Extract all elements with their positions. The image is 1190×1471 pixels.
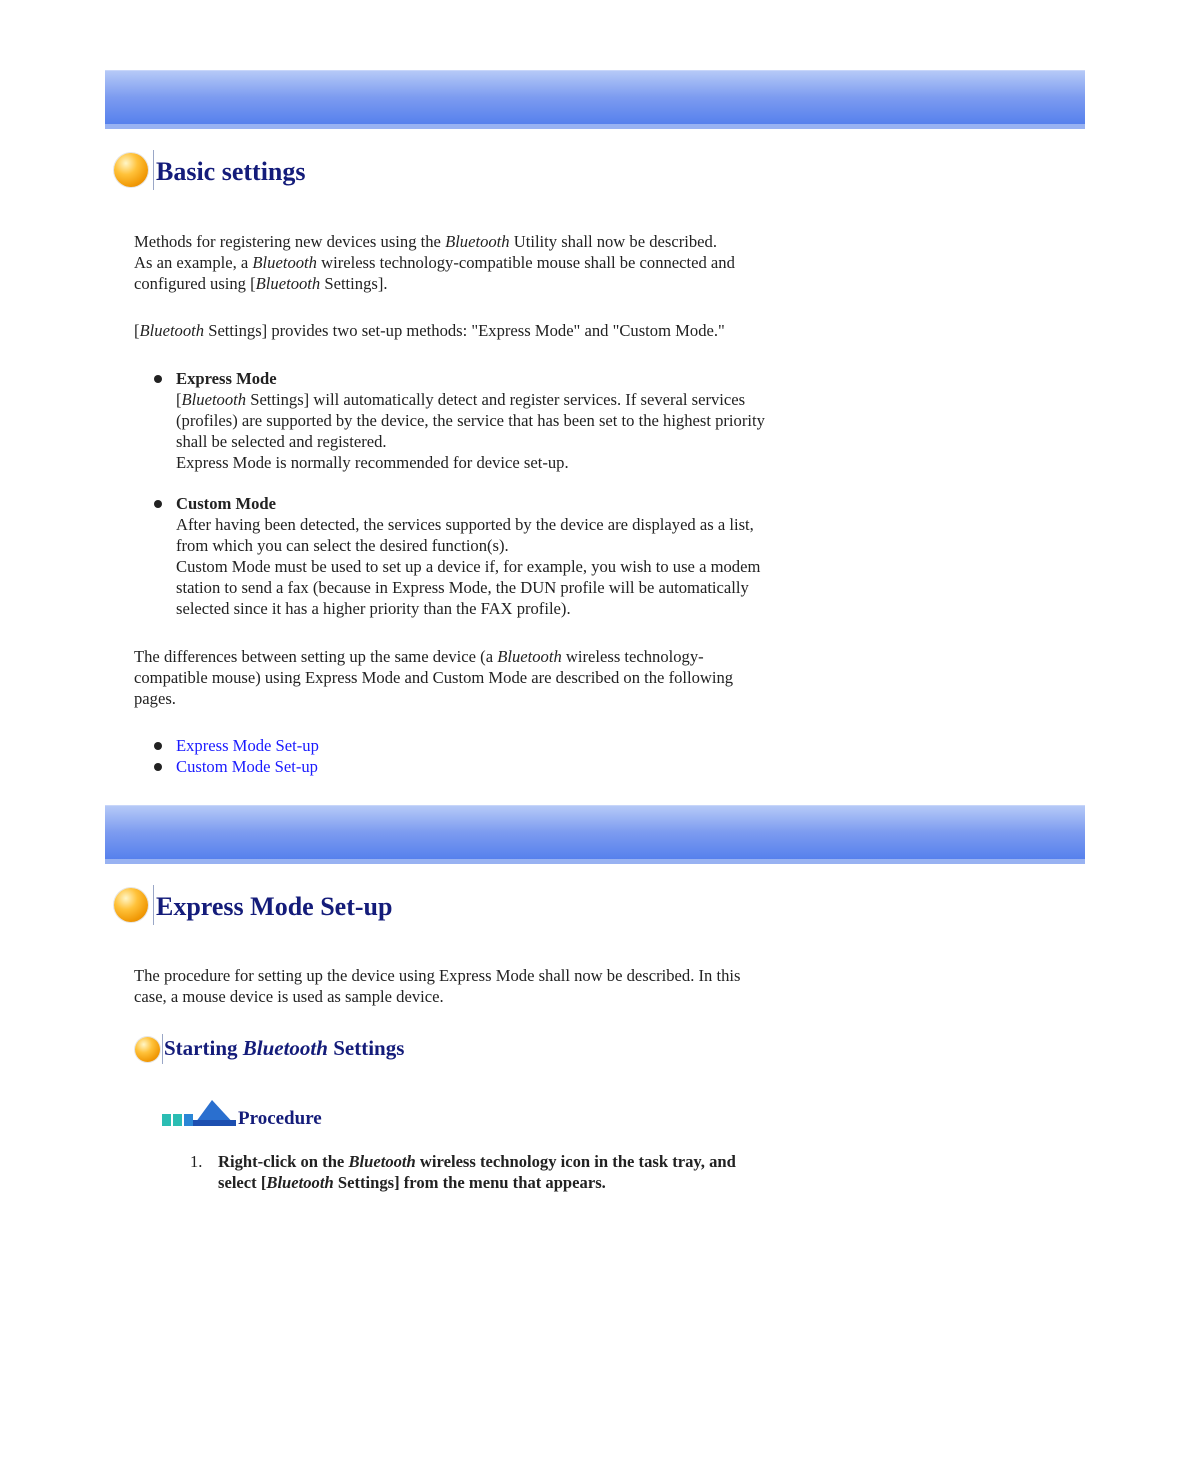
heading-divider bbox=[153, 150, 154, 190]
link-express-mode-setup[interactable]: Express Mode Set-up bbox=[176, 736, 319, 755]
bullet-icon bbox=[154, 500, 162, 508]
procedure-icon bbox=[160, 1098, 238, 1128]
custom-mode-title: Custom Mode bbox=[176, 494, 277, 513]
methods-paragraph: [Bluetooth Settings] provides two set-up methods: "Express Mode" and "Custom Mode." bbox=[134, 321, 725, 340]
orange-orb-icon bbox=[114, 888, 148, 922]
section-title: Express Mode Set-up bbox=[156, 892, 393, 921]
intro-paragraph: Methods for registering new devices using the Bluetooth Utility shall now be described. As an example, a Bluetooth wireless technology-compatible mouse shall be connected and configured using [Bluetooth Settings]. bbox=[134, 232, 735, 293]
orange-orb-icon bbox=[135, 1037, 160, 1062]
express-mode-description: [Bluetooth Settings] will automatically detect and register services. If several services (profiles) are supported by the device, the service that has been set to the highest priority shall be selected and registered. Express Mode is normally recommended for device set-up. bbox=[176, 390, 765, 472]
section-banner-middle bbox=[105, 805, 1085, 864]
express-mode-title: Express Mode bbox=[176, 369, 277, 388]
heading-divider bbox=[153, 885, 154, 925]
bullet-icon bbox=[154, 375, 162, 383]
subsection-title: Starting Bluetooth Settings bbox=[164, 1036, 405, 1060]
step-number: 1. bbox=[190, 1152, 203, 1171]
page-title: Basic settings bbox=[156, 157, 306, 186]
procedure-label: Procedure bbox=[238, 1108, 322, 1129]
step-text: Right-click on the Bluetooth wireless technology icon in the task tray, and select [Bluetooth Settings] from the menu that appears. bbox=[218, 1152, 736, 1192]
bullet-icon bbox=[154, 763, 162, 771]
section-banner-top bbox=[105, 70, 1085, 129]
differences-paragraph: The differences between setting up the same device (a Bluetooth wireless technology- compatible mouse) using Express Mode and Custom Mode are described on the following pages. bbox=[134, 647, 734, 708]
orange-orb-icon bbox=[114, 153, 148, 187]
express-intro-paragraph: The procedure for setting up the device using Express Mode shall now be described. In this case, a mouse device is used as sample device. bbox=[134, 966, 741, 1006]
link-custom-mode-setup[interactable]: Custom Mode Set-up bbox=[176, 757, 318, 776]
bullet-icon bbox=[154, 742, 162, 750]
heading-divider bbox=[162, 1034, 163, 1064]
custom-mode-description: After having been detected, the services supported by the device are displayed as a list, from which you can select the desired function(s). Custom Mode must be used to set up a device if, for example, you wish to use a modem station to send a fax (because in Express Mode, the DUN profile will be automatically selected since it has a higher priority than the FAX profile). bbox=[176, 515, 761, 618]
